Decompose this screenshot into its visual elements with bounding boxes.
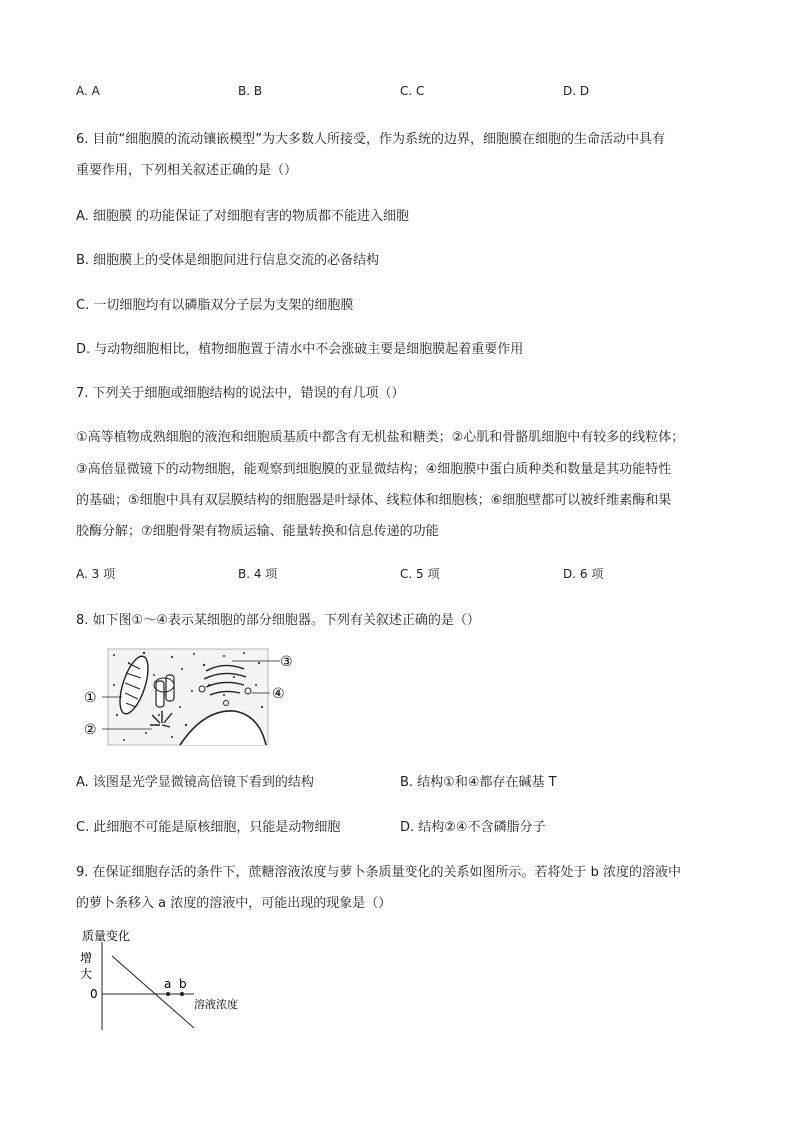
q7-option-c[interactable]: C. 5 项 [400, 567, 440, 581]
q7-stem: 7. 下列关于细胞或细胞结构的说法中，错误的有几项（） [76, 386, 405, 401]
q7-body-line1: ①高等植物成熟细胞的液泡和细胞质基质中都含有无机盐和糖类；②心肌和骨骼肌细胞中有较多的线粒体； [76, 430, 685, 445]
q9-stem-line2: 的萝卜条移入 a 浓度的溶液中，可能出现的现象是（） [76, 896, 392, 911]
figure-label-1: ① [84, 690, 97, 706]
point-a-label: a [164, 977, 172, 991]
figure-label-2: ② [84, 722, 97, 738]
q6-stem-line2: 重要作用，下列相关叙述正确的是（） [76, 163, 298, 178]
q6-stem-line1: 6. 目前“细胞膜的流动镶嵌模型”为大多数人所接受，作为系统的边界，细胞膜在细胞的生命活动中具有 [76, 132, 666, 147]
y-axis-increase-2: 大 [80, 967, 93, 981]
q6-option-d[interactable]: D. 与动物细胞相比，植物细胞置于清水中不会涨破主要是细胞膜起着重要作用 [76, 342, 524, 357]
q7-body-line2: ③高倍显微镜下的动物细胞，能观察到细胞膜的亚显微结构；④细胞膜中蛋白质种类和数量是其功能特性 [76, 462, 672, 477]
q7-option-a[interactable]: A. 3 项 [76, 567, 116, 581]
q6-option-c[interactable]: C. 一切细胞均有以磷脂双分子层为支架的细胞膜 [76, 298, 354, 313]
point-a-marker [166, 992, 170, 996]
point-b-marker [180, 992, 184, 996]
q8-option-c[interactable]: C. 此细胞不可能是原核细胞，只能是动物细胞 [76, 820, 341, 835]
q5-option-a[interactable]: A. A [76, 84, 100, 98]
q8-option-b[interactable]: B. 结构①和④都存在碱基 T [400, 775, 557, 790]
q8-option-d[interactable]: D. 结构②④不含磷脂分子 [400, 820, 546, 835]
figure-label-4: ④ [272, 686, 285, 702]
q7-option-d[interactable]: D. 6 项 [563, 567, 604, 581]
q5-option-c[interactable]: C. C [400, 84, 425, 98]
mass-change-graph [78, 928, 258, 1034]
mass-change-line [112, 956, 194, 1028]
x-axis-title: 溶液浓度 [194, 998, 238, 1011]
q7-body-line4: 胶酶分解；⑦细胞骨架有物质运输、能量转换和信息传递的功能 [76, 524, 439, 539]
q9-stem-line1: 9. 在保证细胞存活的条件下，蔗糖溶液浓度与萝卜条质量变化的关系如图所示。若将处于 b 浓度的溶液中 [76, 865, 682, 880]
q7-body-line3: 的基础；⑤细胞中具有双层膜结构的细胞器是叶绿体、线粒体和细胞核；⑥细胞壁都可以被纤维素酶和果 [76, 493, 672, 508]
q8-option-a[interactable]: A. 该图是光学显微镜高倍镜下看到的结构 [76, 775, 314, 790]
q6-option-b[interactable]: B. 细胞膜上的受体是细胞间进行信息交流的必备结构 [76, 253, 380, 268]
figure-label-3: ③ [280, 654, 293, 670]
y-axis-title: 质量变化 [82, 929, 131, 943]
q8-stem: 8. 如下图①～④表示某细胞的部分细胞器。下列有关叙述正确的是（） [76, 613, 480, 628]
y-axis-increase-1: 增 [80, 951, 93, 965]
organelle-figure [84, 645, 304, 747]
q7-option-b[interactable]: B. 4 项 [238, 567, 278, 581]
point-b-label: b [179, 977, 187, 991]
q6-option-a[interactable]: A. 细胞膜 的功能保证了对细胞有害的物质都不能进入细胞 [76, 209, 410, 224]
q5-option-b[interactable]: B. B [238, 84, 263, 98]
origin-zero-label: 0 [90, 987, 98, 1001]
q5-option-d[interactable]: D. D [563, 84, 590, 98]
